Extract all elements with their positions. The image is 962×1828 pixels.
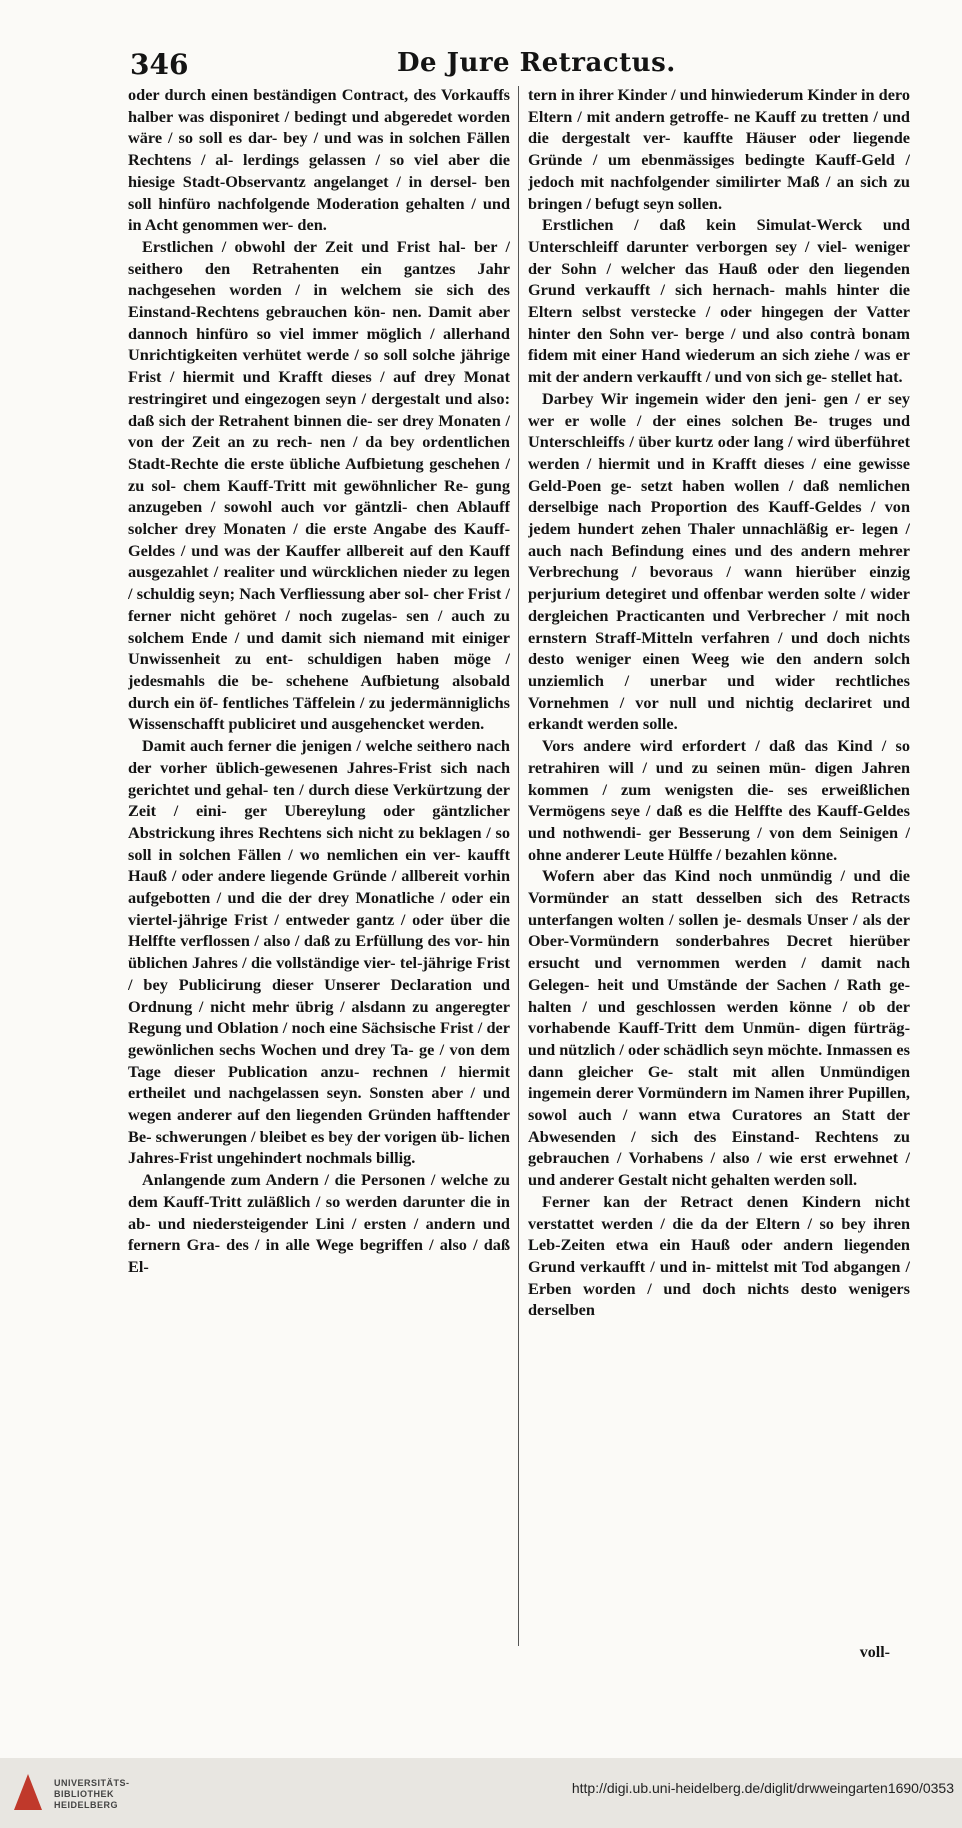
paragraph: oder durch einen beständigen Contract, des Vorkauffs halber was disponiret / bedingt und abgeredet worden wäre / so soll es dar- bey / und was in solchen Fällen Rechtens / al- lerdings gelassen / so viel aber die hiesige Stadt-Observantz angelanget / in dersel- ben soll hinfüro nachfolgende Moderation gehalten / und in Acht genommen wer- den. [128, 85, 510, 235]
catchword: voll- [859, 1644, 890, 1661]
paragraph: Erstlichen / obwohl der Zeit und Frist hal- ber / seithero den Retrahenten ein gantzes Jahr nachgesehen worden / in welchem sie sich des Einstand-Rechtens gebrauchen kön- nen. Damit aber dannoch hinfüro so viel immer möglich / allerhand Unrichtigkeiten verhütet werde / so soll solche jährige Frist / hiermit und Krafft dieses / auf drey Monat restringiret und eingezogen seyn / dergestalt und also: daß sich der Retrahent binnen die- ser drey Monaten / von der Zeit an zu rech- nen / da bey ordentlichen Stadt-Rechte die erste übliche Aufbietung geschehen / zu sol- chem Kauff-Tritt mit gewöhnlicher Re- gung anzugeben / sowohl auch vor gäntzli- chen Ablauff solcher drey Monaten / die erste Angabe des Kauff-Geldes / und was der Kauffer allbereit auf den Kauff ausgezahlet / realiter und würcklichen nieder zu legen / schuldig seyn; Nach Verfliessung aber sol- cher Frist / ferner nicht gehöret / noch zugelas- sen / auch zu solchem Ende / und damit sich niemand mit einiger Unwissenheit zu ent- schuldigen haben möge / jedesmahls die be- schehene Aufbietung alsobald durch ein öf- fentliches Täffelein / zu jedermänniglichs Wissenschafft publiciret und ausgehencket werden. [128, 236, 510, 734]
page-header [100, 48, 900, 84]
page-number: 346 [130, 48, 189, 81]
paragraph: Darbey Wir ingemein wider den jeni- gen / er sey wer er wolle / der eines solchen Be- truges und Unterschleiffs / über kurtz oder lang / wird überführet werden / hiermit und in Krafft dieses / eine gewisse Geld-Poen ge- setzt haben wollen / daß nemlichen derselbige nach Proportion des Kauff-Geldes / von jedem hundert zehen Thaler unnachläßig er- legen / auch nach Befindung eines und des andern mehrer Verbrechung / bevoraus / wann hierüber einzig perjurium detegiret und offenbar werden solte / wider dergleichen Practicanten und Verbrecher / mit noch ernstern Straff-Mitteln verfahren / und doch nichts desto weniger einen Weeg wie den andern solch unziemlich / unerbar und wider rechtliches Vornehmen / vor null und nichtig declariret und erkandt werden solle. [528, 388, 910, 734]
paragraph: Anlangende zum Andern / die Personen / welche zu dem Kauff-Tritt zuläßlich / so werden darunter die in ab- und niedersteigender Lini / ersten / andern und fernern Gra- des / in alle Wege begriffen / also / daß El- [128, 1170, 510, 1276]
paragraph: tern in ihrer Kinder / und hinwiederum Kinder in dero Eltern / mit andern getroffe- ne Kauff zu tretten / und die dergestalt ver- kauffte Häuser oder liegende Gründe / um ebenmässiges bedingte Kauff-Geld / jedoch mit nachfolgender similirter Maß / an sich zu bringen / befugt seyn sollen. [528, 85, 910, 213]
column-divider [518, 86, 519, 1646]
paragraph: Ferner kan der Retract denen Kindern nicht verstattet werden / die da der Eltern / so bey ihren Leb-Zeiten etwa ein Hauß oder andern liegenden Grund verkaufft / und in- mittelst mit Tod abgangen / Erben worden / und doch nichts desto wenigers derselben [528, 1191, 910, 1320]
university-library-logo-icon [10, 1770, 46, 1814]
text-columns [120, 84, 910, 1664]
library-name-line: BIBLIOTHEK [54, 1789, 114, 1799]
left-column [128, 84, 510, 1664]
library-name-line: HEIDELBERG [54, 1800, 119, 1810]
paragraph: Vors andere wird erfordert / daß das Kind / so retrahiren will / und zu seinen mün- digen Jahren kommen / zum wenigsten die- ses erweißlichen Vermögens seye / daß es die Helffte des Kauff-Geldes und nothwendi- ger Besserung / von dem Seinigen / ohne anderer Leute Hülffe / bezahlen könne. [528, 736, 910, 864]
book-page [100, 48, 910, 1668]
paragraph: Wofern aber das Kind noch unmündig / und die Vormünder an statt desselben sich des Retracts unterfangen wolten / sollen je- desmals Unser / als der Ober-Vormündern sonderbahres Decret hierüber ersucht und vernommen werden / damit nach Gelegen- heit und Umstände der Sachen / Rath ge- halten / und geschlossen werden könne / ob der vorhabende Kauff-Tritt dem Unmün- digen fürträg- und nützlich / oder schädlich seyn möchte. Inmassen es dann gleicher Ge- stalt mit allen Unmündigen ingemein derer Vormündern im Namen ihrer Pupillen, sowol auch / wann etwa Curatores an Statt der Abwesenden / sich des Einstand- Rechtens zu gebrauchen / Vorhabens / also / wie erst erwehnet / und anderer Gestalt nicht gehalten werden soll. [528, 866, 910, 1190]
paragraph: Damit auch ferner die jenigen / welche seithero nach der vorher üblich-gewesenen Jahres-Frist sich nach gerichtet und gehal- ten / durch diese Verkürtzung der Zeit / eini- ger Ubereylung oder gäntzlicher Abstrickung ihres Rechtens sich nicht zu beklagen / so soll in solchen Fällen / wo nemlichen ein ver- kaufft Hauß / oder andere liegende Gründe / allbereit vorhin aufgebotten / und die der drey Monatliche / oder ein viertel-jährige Frist / entweder gantz / oder über die Helffte verflossen / also / daß zu Erfüllung des vor- hin üblichen Jahres / die vollständige vier- tel-jährige Frist / bey Publicirung dieser Unserer Declaration und Ordnung / nicht mehr übrig / alsdann zu angeregter Regung und Oblation / noch eine Sächsische Frist / der gewönlichen sechs Wochen und drey Ta- ge / von dem Tage dieser Publication anzu- rechnen / hiermit ertheilet und nachgelassen seyn. Sonsten aber / und wegen anderer auf den liegenden Gründen hafftender Be- schwerungen / bleibet es bey der vorigen üb- lichen Jahres-Frist ungehindert nochmals billig. [128, 736, 510, 1168]
right-column [528, 84, 910, 1664]
library-name [54, 1778, 130, 1811]
paragraph: Erstlichen / daß kein Simulat-Werck und Unterschleiff darunter verborgen sey / viel- weniger der Sohn / welcher das Hauß oder den liegenden Grund verkaufft / sich hernach- mahls hinter die Eltern selbst verstecke / oder hingegen der Vatter hinter den Sohn ver- berge / und also contrà bonam fidem mit einer Hand wiederum an sich ziehe / was er mit der andern verkaufft / und von sich ge- stellet hat. [528, 215, 910, 387]
running-head: De Jure Retractus. [397, 48, 676, 78]
footer-bar [0, 1758, 962, 1828]
library-name-line: UNIVERSITÄTS- [54, 1778, 130, 1788]
source-url-link[interactable]: http://digi.ub.uni-heidelberg.de/diglit/drwweingarten1690/0353 [571, 1780, 954, 1796]
